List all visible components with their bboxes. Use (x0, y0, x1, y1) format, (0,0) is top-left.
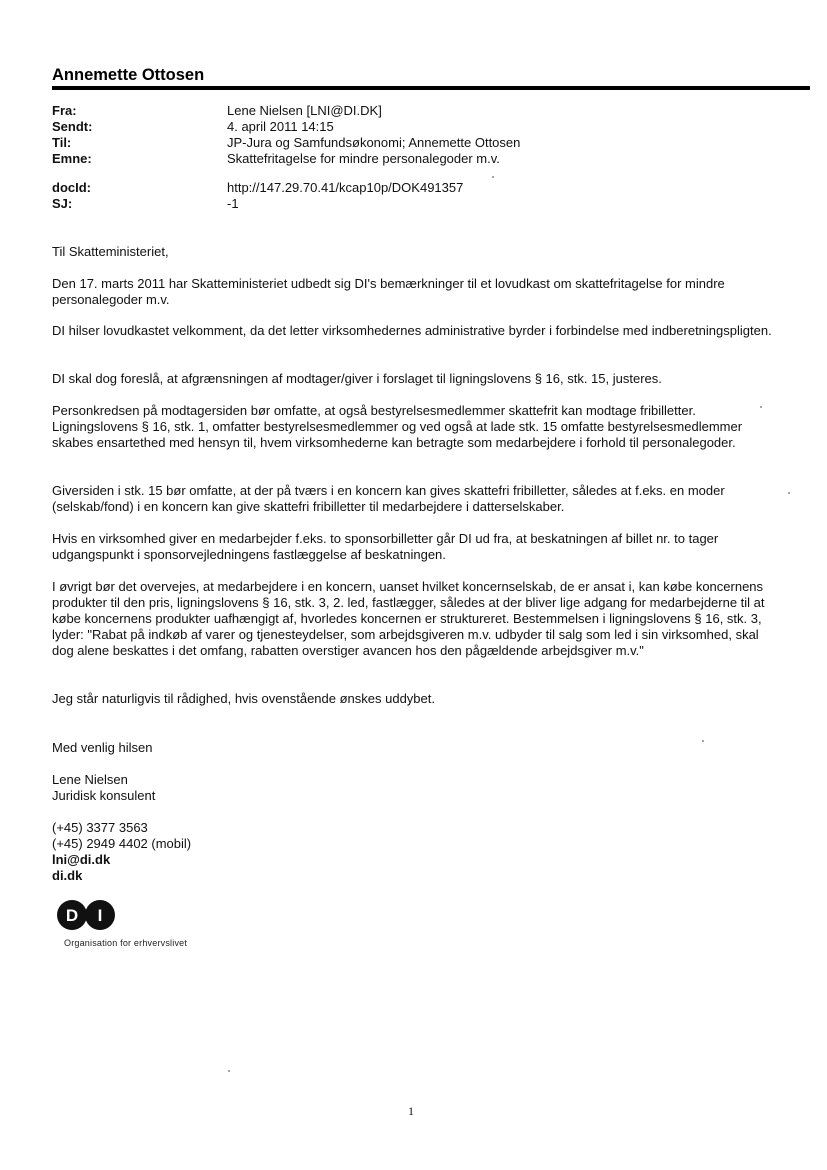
logo-tagline: Organisation for erhvervslivet (64, 938, 188, 948)
paragraph-3-text: DI skal dog foreslå, at afgrænsningen af modtager/giver i forslaget til ligningslovens § 16, stk. 15, justeres. (52, 371, 662, 386)
logo-letter-i: I (97, 906, 103, 925)
di-logo (56, 898, 120, 932)
paragraph-1-text: Den 17. marts 2011 har Skatteministeriet udbedt sig DI's bemærkninger til et lovudkast om skattefritagelse for mindre personalegoder m.v. (52, 276, 725, 307)
website-link[interactable]: di.dk (52, 868, 83, 883)
sj-label: SJ: (52, 196, 73, 211)
to-label: Til: (52, 135, 72, 150)
paragraph-3 (52, 371, 782, 387)
paragraph-8 (52, 691, 782, 707)
paragraph-5 (52, 483, 782, 515)
greeting-text: Til Skatteministeriet, (52, 244, 169, 259)
to-value: JP-Jura og Samfundsøkonomi; Annemette Ottosen (227, 135, 521, 150)
paragraph-7 (52, 579, 782, 659)
sent-label: Sendt: (52, 119, 93, 134)
docid-value: http://147.29.70.41/kcap10p/DOK491357 (227, 180, 464, 195)
mobile-number: (+45) 2949 4402 (mobil) (52, 836, 192, 851)
paragraph-1 (52, 276, 782, 308)
paragraph-7-text: I øvrigt bør det overvejes, at medarbejdere i en koncern, uanset hvilket koncernselskab, de er ansat i, kan købe koncernens produkter til den pris, ligningslovens § 16, stk. 3, 2. led, fastlægger, således at der bliver lige adgang for medarbejderne til at købe koncernens produkter uafhængigt af, hvorledes koncernen er struktureret. Bestemmelsen i ligningslovens § 16, stk. 3, lyder: "Rabat på indkøb af varer og tjenesteydelser, som arbejdsgiveren m.v. udbyder til salg som led i sin virksomhed, skal dog alene beskattes i det omfang, rabatten overstiger avancen hos den pågældende arbejdsgiver m.v." (52, 579, 765, 658)
docid-label: docId: (52, 180, 91, 195)
subject-label: Emne: (52, 151, 92, 166)
sender-name: Annemette Ottosen (52, 66, 205, 84)
subject-value: Skattefritagelse for mindre personalegoder m.v. (227, 151, 500, 166)
scan-speck (492, 176, 494, 178)
scan-speck (760, 406, 762, 408)
paragraph-2 (52, 323, 782, 339)
paragraph-5-text: Giversiden i stk. 15 bør omfatte, at der på tværs i en koncern kan gives skattefri fribilletter, således at f.eks. en moder (selskab/fond) i en koncern kan give skattefri fribilletter til medarbejdere i datterselskaber. (52, 483, 725, 514)
scan-speck (788, 492, 790, 494)
paragraph-6-text: Hvis en virksomhed giver en medarbejder f.eks. to sponsorbilletter går DI ud fra, at beskatningen af billet nr. to tager udgangspunkt i sponsorvejledningens fastlæggelse af beskatningen. (52, 531, 719, 562)
sent-value: 4. april 2011 14:15 (227, 119, 334, 134)
scan-speck (702, 740, 704, 742)
phone-number: (+45) 3377 3563 (52, 820, 148, 835)
header-rule (52, 86, 810, 90)
sj-value: -1 (227, 196, 239, 211)
signer-name: Lene Nielsen (52, 772, 128, 787)
closing: Med venlig hilsen (52, 740, 153, 755)
logo-letter-d: D (65, 906, 79, 925)
paragraph-8-text: Jeg står naturligvis til rådighed, hvis ovenstående ønskes uddybet. (52, 691, 435, 706)
paragraph-2-text: DI hilser lovudkastet velkomment, da det letter virksomhedernes administrative byrder i forbindelse med indberetningspligten. (52, 323, 772, 338)
greeting (52, 244, 782, 260)
paragraph-4 (52, 403, 782, 451)
email-link[interactable]: lni@di.dk (52, 852, 111, 867)
from-label: Fra: (52, 103, 77, 118)
paragraph-4-text: Personkredsen på modtagersiden bør omfatte, at også bestyrelsesmedlemmer skattefrit kan modtage fribilletter. Ligningslovens § 16, stk. 1, omfatter bestyrelsesmedlemmer og ved også at lade stk. 15 omfatte bestyrelsesmedlemmer skabes ensartethed med hensyn til, hvem virksomhederne kan betragte som medarbejdere i forhold til personalegoder. (52, 403, 743, 450)
paragraph-6 (52, 531, 782, 563)
signer-title: Juridisk konsulent (52, 788, 156, 803)
from-value: Lene Nielsen [LNI@DI.DK] (227, 103, 382, 118)
scan-speck (228, 1070, 230, 1072)
page-number: 1 (408, 1104, 414, 1118)
